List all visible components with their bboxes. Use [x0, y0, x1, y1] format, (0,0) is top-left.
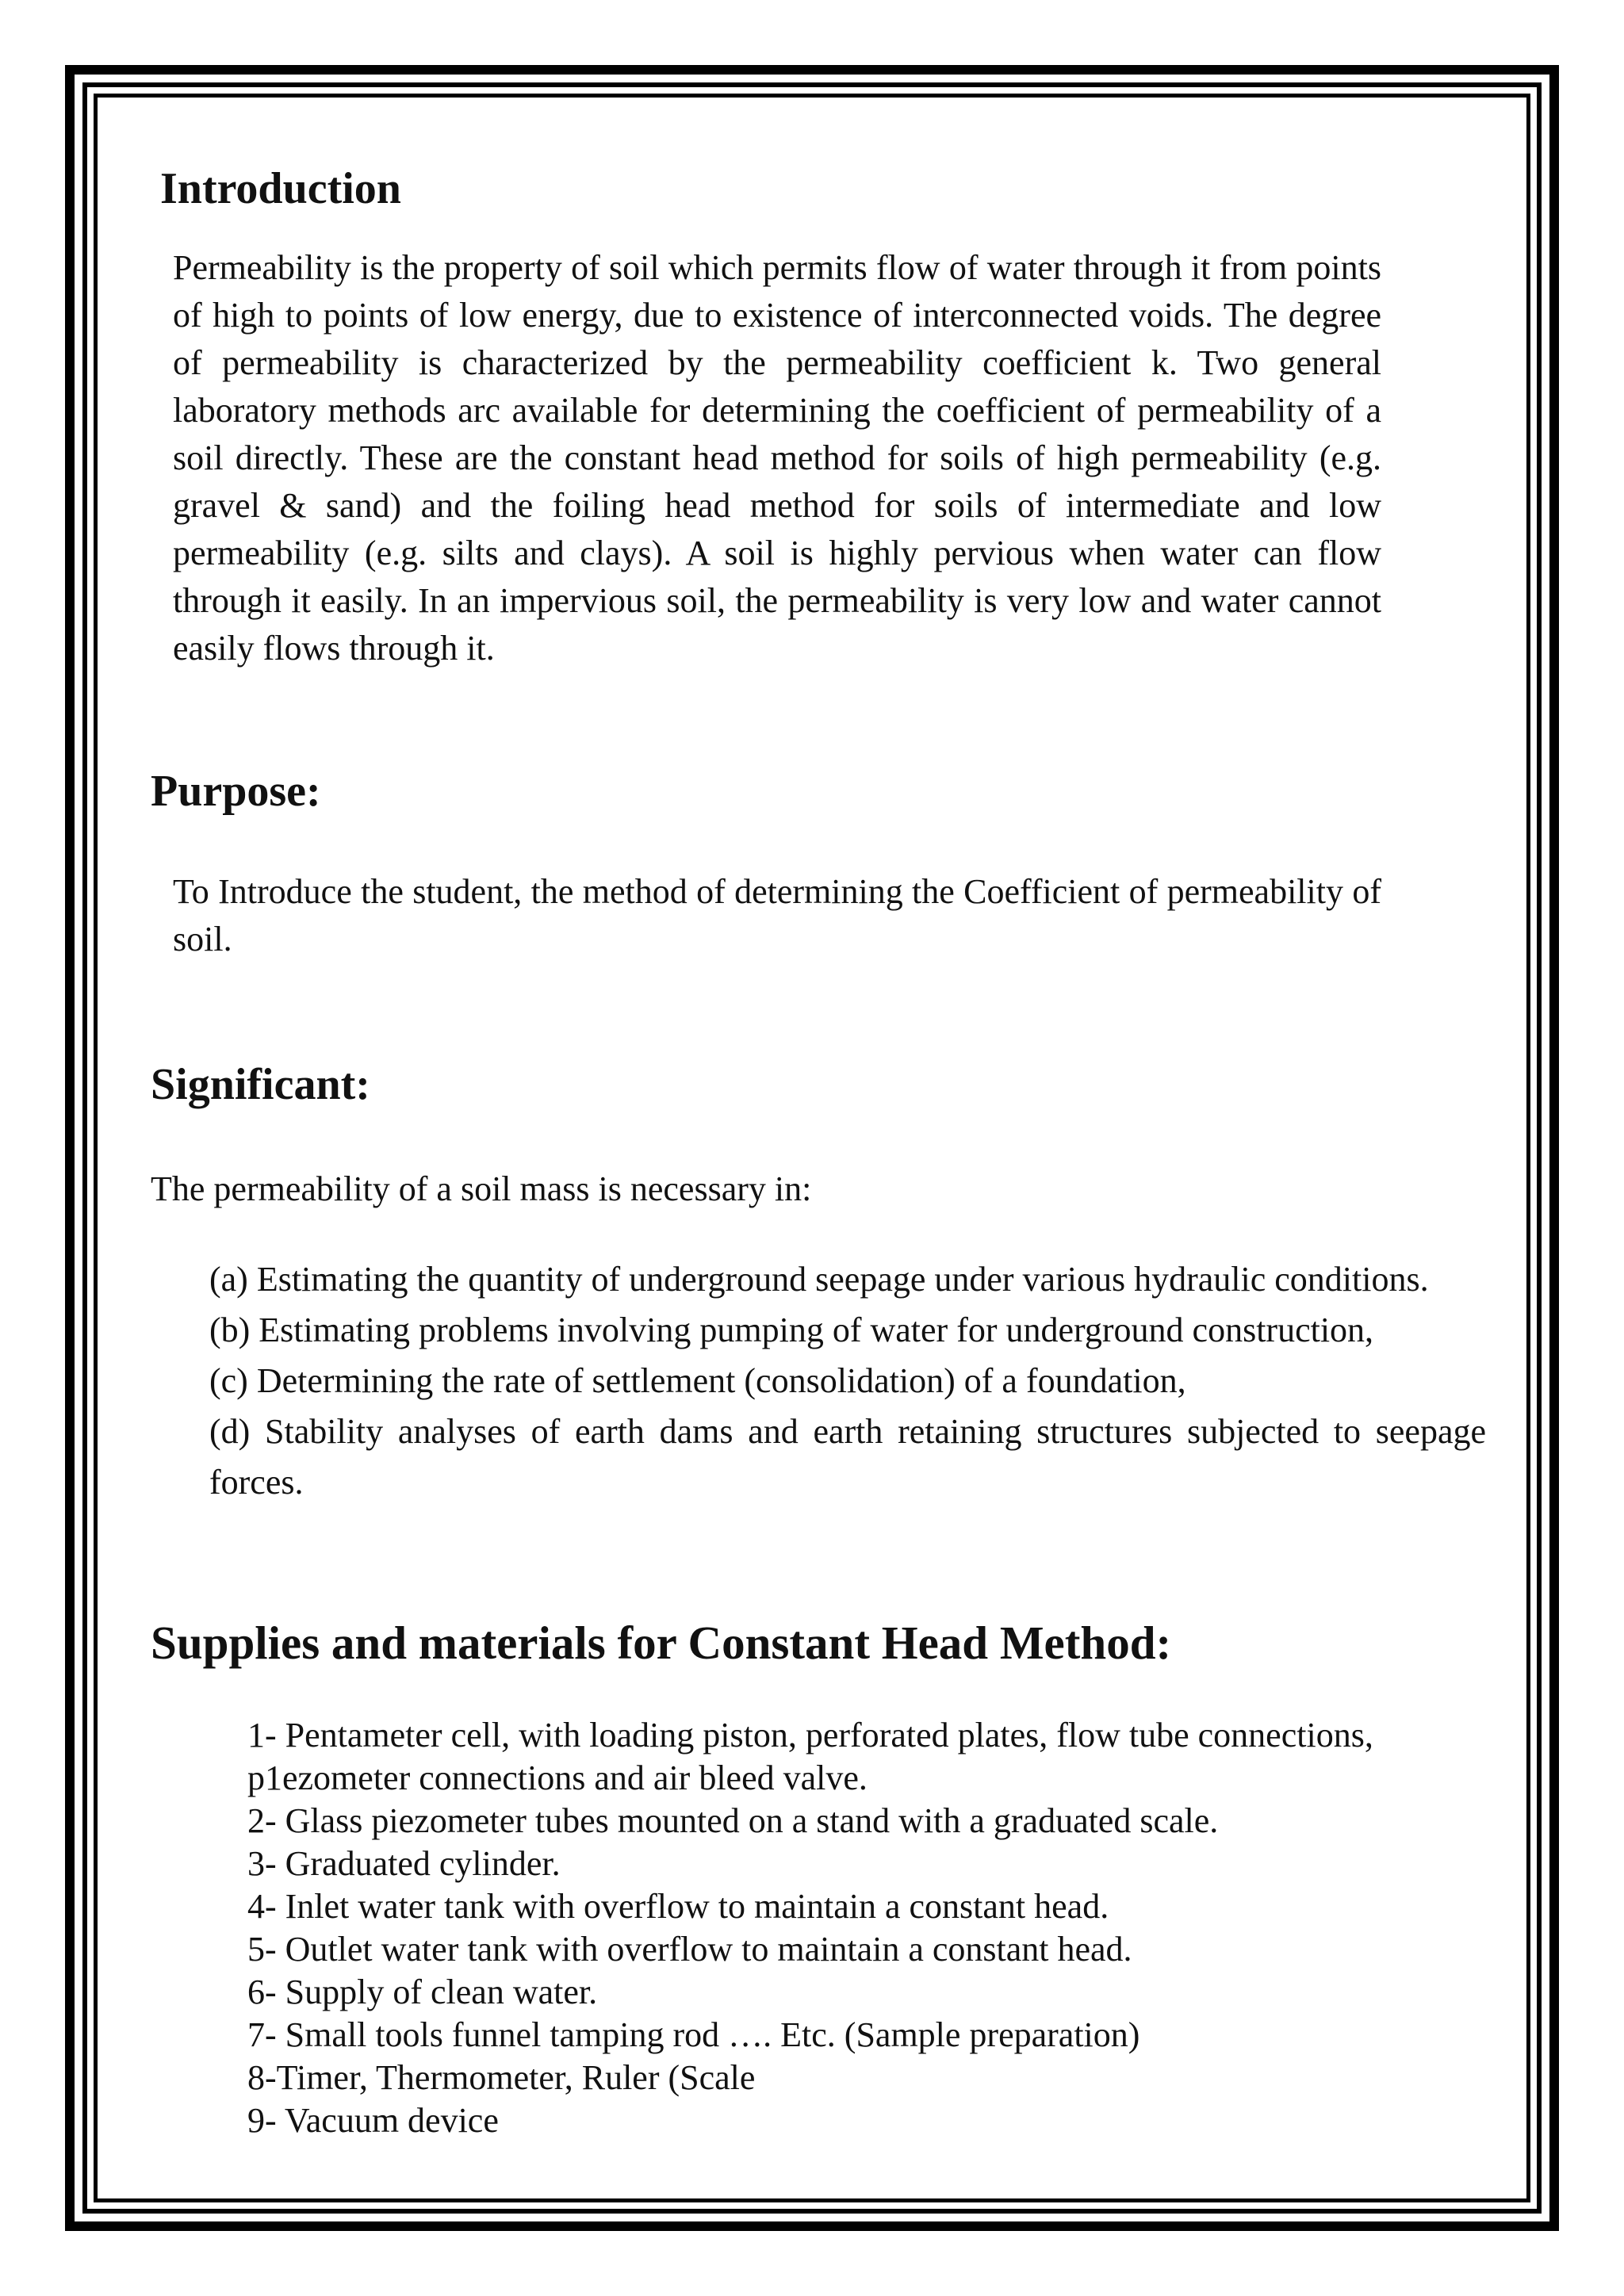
list-item: 9- Vacuum device: [247, 2101, 499, 2140]
list-item: 4- Inlet water tank with overflow to maintain a constant head.: [247, 1887, 1109, 1926]
significant-heading: Significant:: [151, 1060, 370, 1109]
list-item: 3- Graduated cylinder.: [247, 1844, 561, 1883]
list-item: 7- Small tools funnel tamping rod …. Etc. (Sample preparation): [247, 2015, 1140, 2054]
list-item: 2- Glass piezometer tubes mounted on a stand with a graduated scale.: [247, 1801, 1219, 1840]
list-item: 8-Timer, Thermometer, Ruler (Scale: [247, 2058, 756, 2097]
purpose-heading: Purpose:: [151, 767, 321, 816]
list-item: (d) Stability analyses of earth dams and earth retaining structures subjected to seepage forces.: [209, 1412, 1486, 1502]
list-item: 1- Pentameter cell, with loading piston, perforated plates, flow tube connections, p1ezometer connections and air bleed valve.: [247, 1716, 1373, 1797]
significant-intro-text: The permeability of a soil mass is necessary in:: [151, 1169, 812, 1208]
list-item: 5- Outlet water tank with overflow to maintain a constant head.: [247, 1930, 1132, 1969]
introduction-heading: Introduction: [160, 164, 401, 213]
introduction-paragraph: Permeability is the property of soil which permits flow of water through it from points of high to points of low energy, due to existence of interconnected voids. The degree of permeability is characterized by the permeability coefficient k. Two general laboratory methods arc available for determining the coefficient of permeability of a soil directly. These are the constant head method for soils of high permeability (e.g. gravel & sand) and the foiling head method for soils of intermediate and low permeability (e.g. silts and clays). A soil is highly pervious when water can flow through it easily. In an impervious soil, the permeability is very low and water cannot easily flows through it.: [173, 248, 1381, 668]
supplies-list: [247, 1714, 1437, 2142]
list-item: (b) Estimating problems involving pumping of water for underground construction,: [209, 1311, 1374, 1349]
list-item: 6- Supply of clean water.: [247, 1973, 598, 2011]
list-item: (a) Estimating the quantity of underground seepage under various hydraulic conditions.: [209, 1260, 1429, 1299]
significant-list: [209, 1254, 1486, 1508]
list-item: (c) Determining the rate of settlement (consolidation) of a foundation,: [209, 1361, 1186, 1400]
purpose-paragraph: To Introduce the student, the method of determining the Coefficient of permeability of soil.: [173, 872, 1381, 959]
supplies-heading: Supplies and materials for Constant Head Method:: [151, 1617, 1172, 1669]
